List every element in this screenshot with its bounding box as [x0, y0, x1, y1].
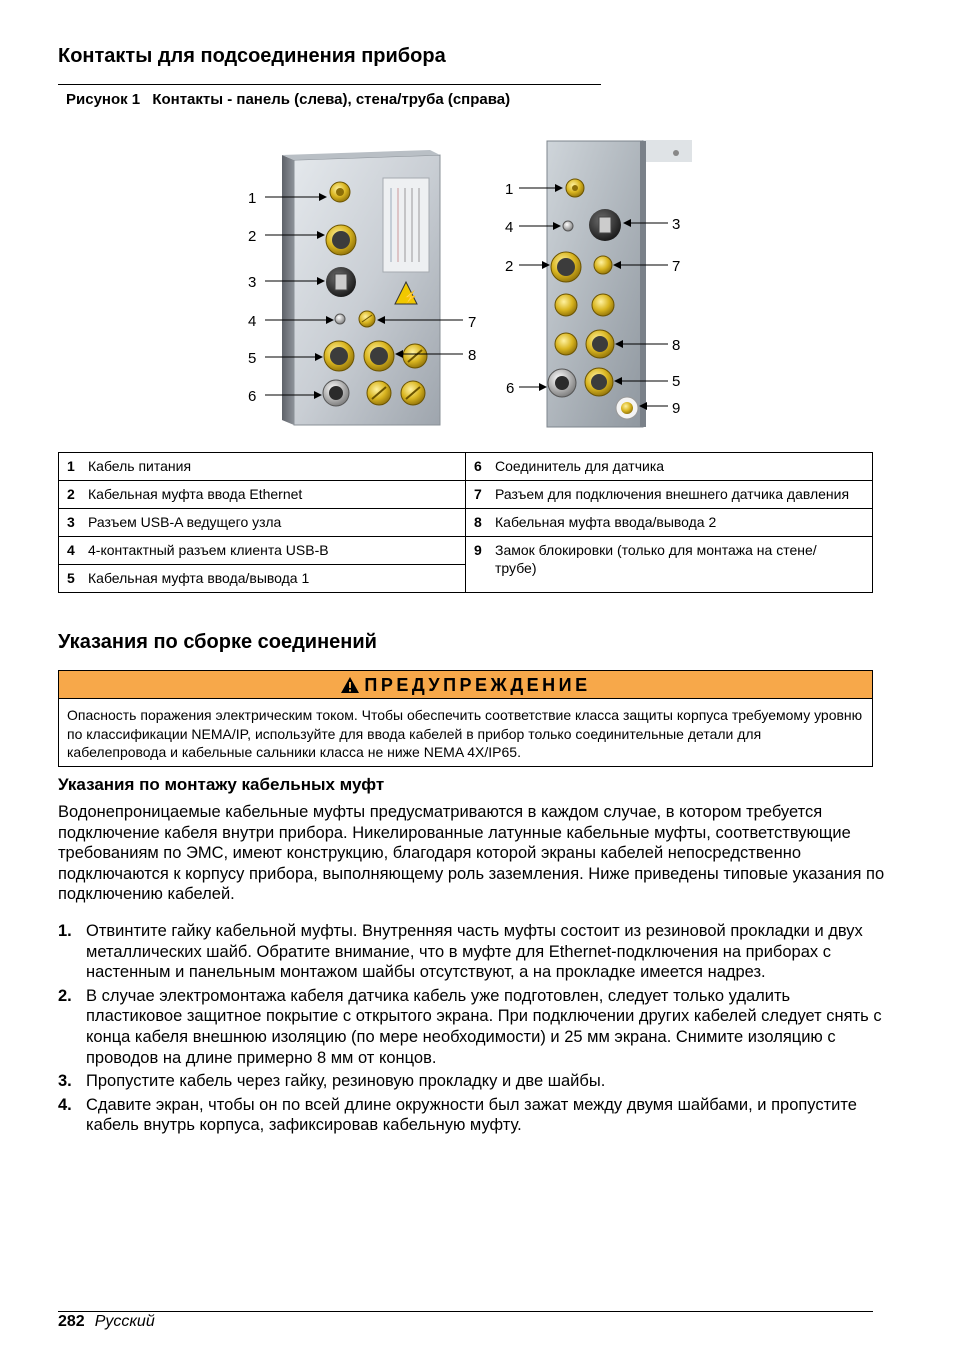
- right-callout-2: 2: [505, 258, 514, 275]
- list-item: [58, 921, 888, 983]
- table-row: [59, 537, 873, 565]
- warning-title: ПРЕДУПРЕЖДЕНИЕ: [364, 675, 591, 695]
- legend-text: Разъем для подключения внешнего датчика давления: [495, 486, 850, 502]
- svg-text:⚡: ⚡: [403, 290, 418, 304]
- page-footer: [58, 1313, 155, 1331]
- legend-number: 5: [67, 570, 75, 586]
- legend-number: 6: [474, 458, 482, 474]
- left-callout-4: 4: [248, 313, 257, 330]
- step-text: В случае электромонтажа кабеля датчика кабель уже подготовлен, следует только удалить пластиковое защитное покрытие с открытого экрана. При подключении других кабелей следует снять с конца кабеля внешнюю изоляцию (по мере необходимости) и 25 мм экрана. Снимите изоляцию с проводов на длине примерно 8 мм от концов.: [86, 986, 882, 1067]
- list-item: [58, 986, 888, 1068]
- right-callout-6: 6: [506, 380, 515, 397]
- legend-text: Кабельная муфта ввода/вывода 2: [495, 514, 717, 530]
- table-row: [59, 453, 873, 481]
- legend-cell: [59, 537, 466, 565]
- left-callout-2: 2: [248, 228, 257, 245]
- legend-table: [58, 452, 873, 593]
- steps-list: [58, 921, 888, 1139]
- footer-language: Русский: [94, 1313, 155, 1330]
- legend-cell: [466, 481, 873, 509]
- legend-cell: [59, 481, 466, 509]
- legend-text: Кабель питания: [88, 458, 192, 474]
- legend-number: 7: [474, 486, 482, 502]
- list-item: [58, 1071, 888, 1092]
- cable-gland-subheading: Указания по монтажу кабельных муфт: [58, 775, 385, 794]
- warning-box: [58, 670, 873, 767]
- legend-text: Соединитель для датчика: [495, 458, 665, 474]
- legend-number: 8: [474, 514, 482, 530]
- page-number: 282: [58, 1313, 85, 1330]
- left-callout-6: 6: [248, 388, 257, 405]
- step-number: 4.: [58, 1095, 72, 1114]
- assembly-heading: Указания по сборке соединений: [58, 631, 377, 653]
- right-callout-5: 5: [672, 373, 681, 390]
- footer-rule: [58, 1311, 873, 1312]
- warning-text: Опасность поражения электрическим током. Чтобы обеспечить соответствие класса защиты корпуса требуемому уровню по классификации NEMA/IP, используйте для ввода кабелей в прибор только соединительные детали для кабелепровода и кабельные сальники класса не ниже NEMA 4X/IP65.: [67, 707, 863, 760]
- legend-number: 4: [67, 542, 75, 558]
- legend-text: 4-контактный разъем клиента USB-B: [88, 542, 329, 558]
- step-text: Сдавите экран, чтобы он по всей длине окружности был зажат между двумя шайбами, и пропустите кабель внутрь корпуса, зафиксировав кабельную муфту.: [86, 1095, 857, 1135]
- step-number: 2.: [58, 986, 72, 1005]
- legend-number: 9: [474, 542, 482, 558]
- legend-text: Кабельная муфта ввода Ethernet: [88, 486, 303, 502]
- right-callout-1: 1: [505, 181, 514, 198]
- legend-text: Кабельная муфта ввода/вывода 1: [88, 570, 310, 586]
- step-number: 3.: [58, 1072, 72, 1091]
- table-row: [59, 481, 873, 509]
- panel-mount-unit: [282, 150, 440, 425]
- legend-cell: [466, 537, 873, 593]
- legend-cell: [466, 509, 873, 537]
- intro-paragraph: Водонепроницаемые кабельные муфты предусматриваются в каждом случае, в котором требуется подключение кабеля внутри прибора. Никелированные латунные кабельные муфты, соответствующие требованиям по ЭМС, имеют конструкцию, благодаря которой экраны кабелей непосредственно подключаются к корпусу прибора, выполняющему роль заземления. Ниже приведены типовые указания по подключению кабелей.: [58, 803, 885, 904]
- legend-number: 1: [67, 458, 75, 474]
- legend-cell: [59, 453, 466, 481]
- right-callout-9: 9: [672, 400, 681, 417]
- section-heading: Контакты для подсоединения прибора: [58, 45, 446, 67]
- legend-text: Замок блокировки (только для монтажа на стене/трубе): [495, 542, 817, 576]
- step-text: Отвинтите гайку кабельной муфты. Внутренняя часть муфты состоит из резиновой прокладки и двух металлических шайб. Обратите внимание, что в муфте для Ethernet-подключения на приборах с настенным и панельным монтажом шайбы отсутствуют, а на прокладке имеется надрез.: [86, 922, 863, 982]
- left-callout-3: 3: [248, 274, 257, 291]
- connectors-figure: [0, 0, 954, 440]
- figure-number: Рисунок 1: [66, 91, 141, 108]
- step-text: Пропустите кабель через гайку, резиновую прокладку и две шайбы.: [86, 1072, 606, 1091]
- right-callout-3: 3: [672, 216, 681, 233]
- left-callout-7: 7: [468, 314, 477, 331]
- right-callout-7: 7: [672, 258, 681, 275]
- right-callout-4: 4: [505, 219, 514, 236]
- right-callout-8: 8: [672, 337, 681, 354]
- warning-header: [59, 671, 872, 699]
- list-item: [58, 1095, 888, 1136]
- legend-number: 3: [67, 514, 75, 530]
- warning-triangle-icon: [340, 676, 360, 694]
- legend-cell: [466, 453, 873, 481]
- wall-mount-unit: [547, 140, 692, 427]
- legend-text: Разъем USB-A ведущего узла: [88, 514, 282, 530]
- step-number: 1.: [58, 922, 72, 940]
- left-callout-1: 1: [248, 190, 257, 207]
- legend-cell: [59, 565, 466, 593]
- left-callout-8: 8: [468, 347, 477, 364]
- legend-number: 2: [67, 486, 75, 502]
- table-row: [59, 509, 873, 537]
- legend-cell: [59, 509, 466, 537]
- left-callout-5: 5: [248, 350, 257, 367]
- figure-caption-text: Контакты - панель (слева), стена/труба (справа): [152, 91, 511, 108]
